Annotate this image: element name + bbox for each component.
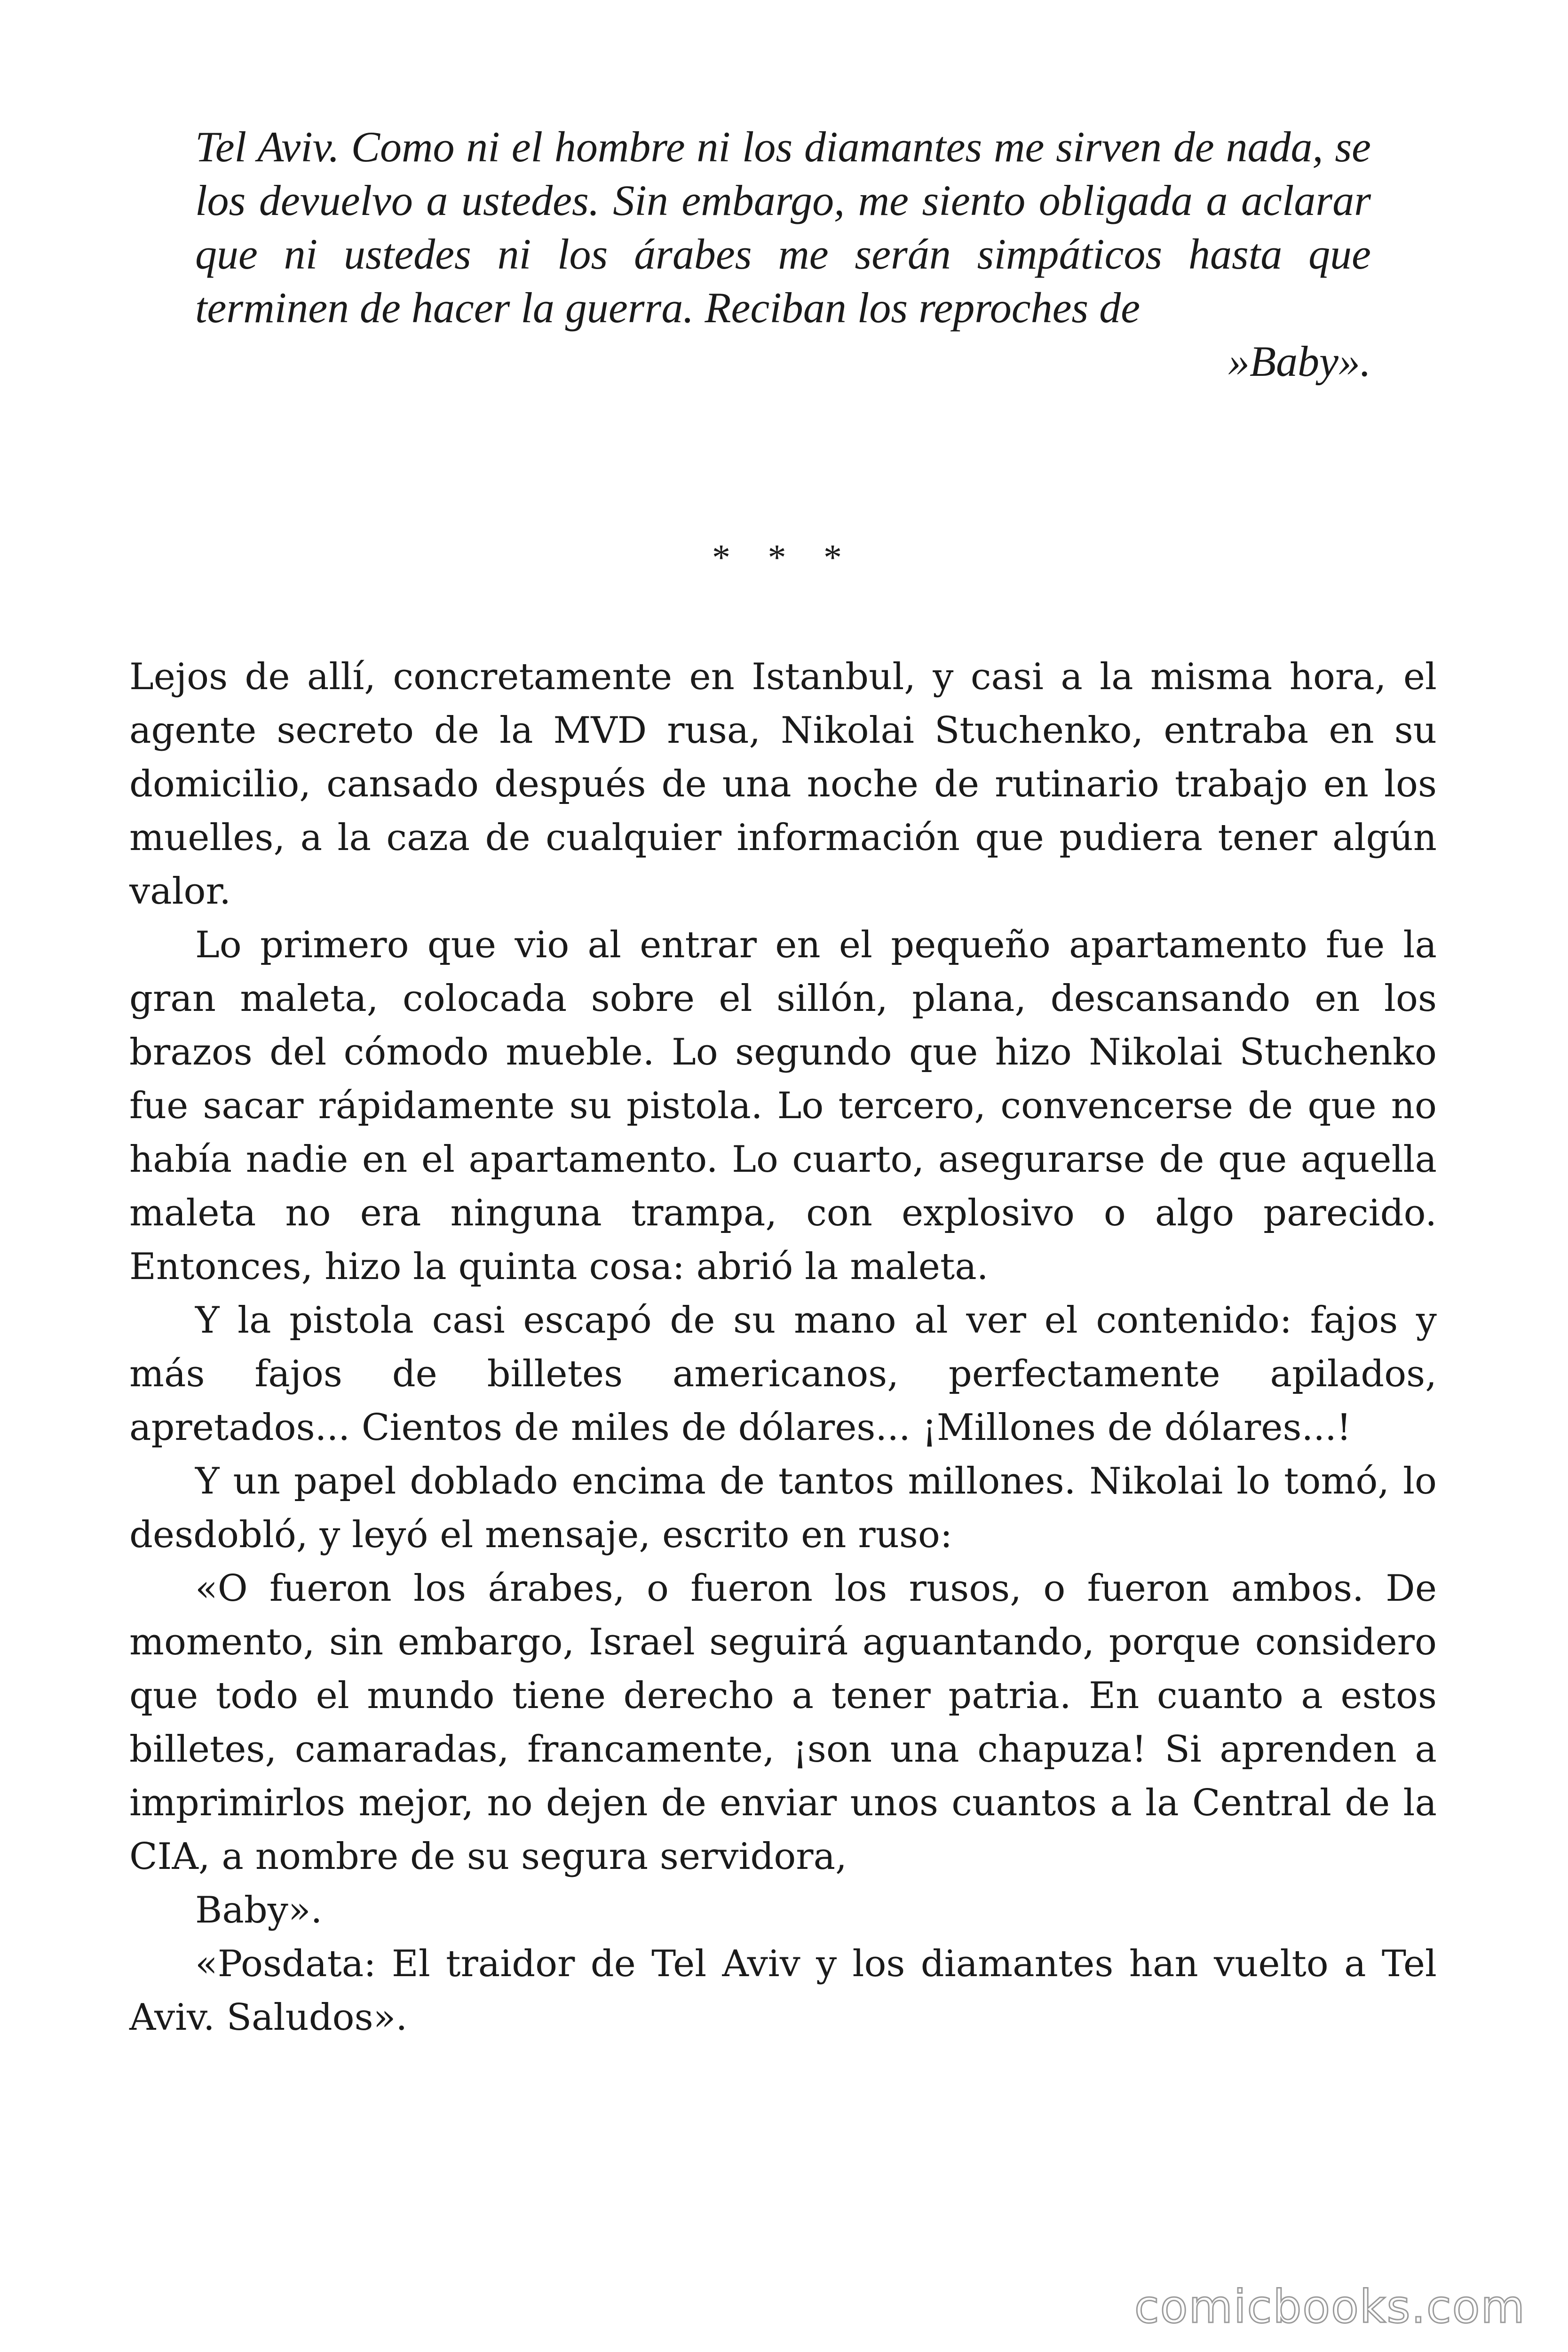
section-separator: * * * xyxy=(712,537,856,578)
letter-text: Tel Aviv. Como ni el hombre ni los diamantes me sirven de nada, se los devuelvo a ustedes. Sin embargo, me siento obligada a aclarar que ni ustedes ni los árabes me serán simpáticos hasta que terminen de hacer la guerra. Reciban los reproches de xyxy=(195,123,1371,332)
letter-excerpt xyxy=(195,120,1371,388)
paragraph: Y la pistola casi escapó de su mano al ver el contenido: fajos y más fajos de billetes americanos, perfectamente apilados, apretados... Cientos de miles de dólares... ¡Millones de dólares...! xyxy=(129,1299,1437,1449)
paragraph: «O fueron los árabes, o fueron los rusos, o fueron ambos. De momento, sin embargo, Israel seguirá aguantando, porque considero que todo el mundo tiene derecho a tener patria. En cuanto a estos billetes, camaradas, francamente, ¡son una chapuza! Si aprenden a imprimirlos mejor, no dejen de enviar unos cuantos a la Central de la CIA, a nombre de su segura servidora, xyxy=(129,1567,1437,1878)
body-text xyxy=(129,650,1437,2044)
paragraph: Lo primero que vio al entrar en el pequeño apartamento fue la gran maleta, colocada sobre el sillón, plana, descansando en los brazos del cómodo mueble. Lo segundo que hizo Nikolai Stuchenko fue sacar rápidamente su pistola. Lo tercero, convencerse de que no había nadie en el apartamento. Lo cuarto, asegurarse de que aquella maleta no era ninguna trampa, con explosivo o algo parecido. Entonces, hizo la quinta cosa: abrió la maleta. xyxy=(129,924,1437,1288)
paragraph: Y un papel doblado encima de tantos millones. Nikolai lo tomó, lo desdobló, y leyó el mensaje, escrito en ruso: xyxy=(129,1460,1437,1556)
letter-signature: »Baby». xyxy=(1227,337,1371,385)
paragraph: «Posdata: El traidor de Tel Aviv y los diamantes han vuelto a Tel Aviv. Saludos». xyxy=(129,1943,1437,2039)
paragraph: Baby». xyxy=(195,1889,323,1931)
paragraph: Lejos de allí, concretamente en Istanbul, y casi a la misma hora, el agente secreto de la MVD rusa, Nikolai Stuchenko, entraba en su domicilio, cansado después de una noche de rutinario trabajo en los muelles, a la caza de cualquier información que pudiera tener algún valor. xyxy=(129,656,1437,913)
watermark: comicbooks.com xyxy=(1134,2280,1526,2333)
